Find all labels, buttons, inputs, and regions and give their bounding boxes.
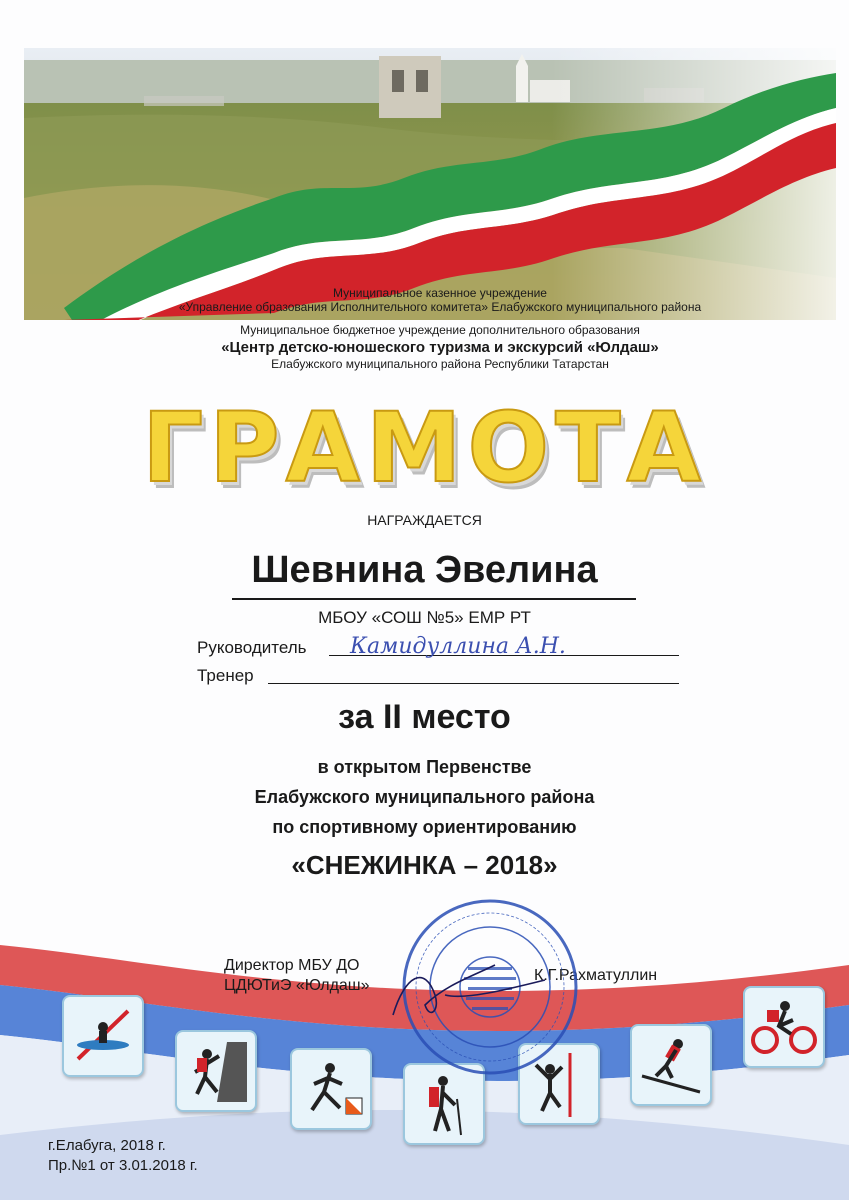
header-org-line-4: «Центр детско-юношеского туризма и экскурсий «Юлдаш» bbox=[221, 339, 659, 356]
director-name: К.Г.Рахматуллин bbox=[534, 967, 658, 984]
footer-order: Пр.№1 от 3.01.2018 г. bbox=[48, 1157, 198, 1174]
svg-text:Камидуллина А.Н.: Камидуллина А.Н. bbox=[350, 634, 566, 659]
header-org-line-3: Муниципальное бюджетное учреждение дополнительного образования bbox=[240, 323, 640, 337]
kayak-icon bbox=[62, 995, 144, 1077]
leader-handwritten-name bbox=[340, 631, 640, 661]
header-org-line-1: Муниципальное казенное учреждение bbox=[333, 286, 547, 300]
skiing-icon bbox=[630, 1024, 712, 1106]
climbing-icon bbox=[175, 1030, 257, 1112]
leader-label: Руководитель bbox=[197, 638, 307, 657]
header-org-line-5: Елабужского муниципального района Республики Татарстан bbox=[271, 357, 609, 371]
cycling-icon bbox=[743, 986, 825, 1068]
footer-city-year: г.Елабуга, 2018 г. bbox=[48, 1137, 166, 1154]
trainer-label: Тренер bbox=[197, 666, 254, 685]
recipient-name: Шевнина Эвелина bbox=[251, 549, 598, 591]
awarded-label: НАГРАЖДАЕТСЯ bbox=[367, 512, 482, 528]
director-signature bbox=[385, 955, 555, 1025]
award-place: за II место bbox=[338, 698, 511, 736]
event-name: «СНЕЖИНКА – 2018» bbox=[291, 850, 558, 880]
competition-line-3: по спортивному ориентированию bbox=[272, 817, 577, 837]
orienteering-icon bbox=[290, 1048, 372, 1130]
header-org-line-2: «Управление образования Исполнительного комитета» Елабужского муниципального района bbox=[178, 300, 702, 314]
certificate-title: ГРАМОТА bbox=[142, 392, 707, 504]
competition-line-2: Елабужского муниципального района bbox=[254, 787, 595, 807]
name-underline bbox=[232, 598, 636, 600]
competition-line-1: в открытом Первенстве bbox=[317, 757, 532, 777]
director-position-2: ЦДЮТиЭ «Юлдаш» bbox=[224, 977, 370, 994]
landscape-banner bbox=[24, 48, 836, 320]
trainer-line bbox=[268, 683, 679, 684]
recipient-school: МБОУ «СОШ №5» ЕМР РТ bbox=[318, 608, 531, 627]
director-position-1: Директор МБУ ДО bbox=[224, 957, 360, 974]
